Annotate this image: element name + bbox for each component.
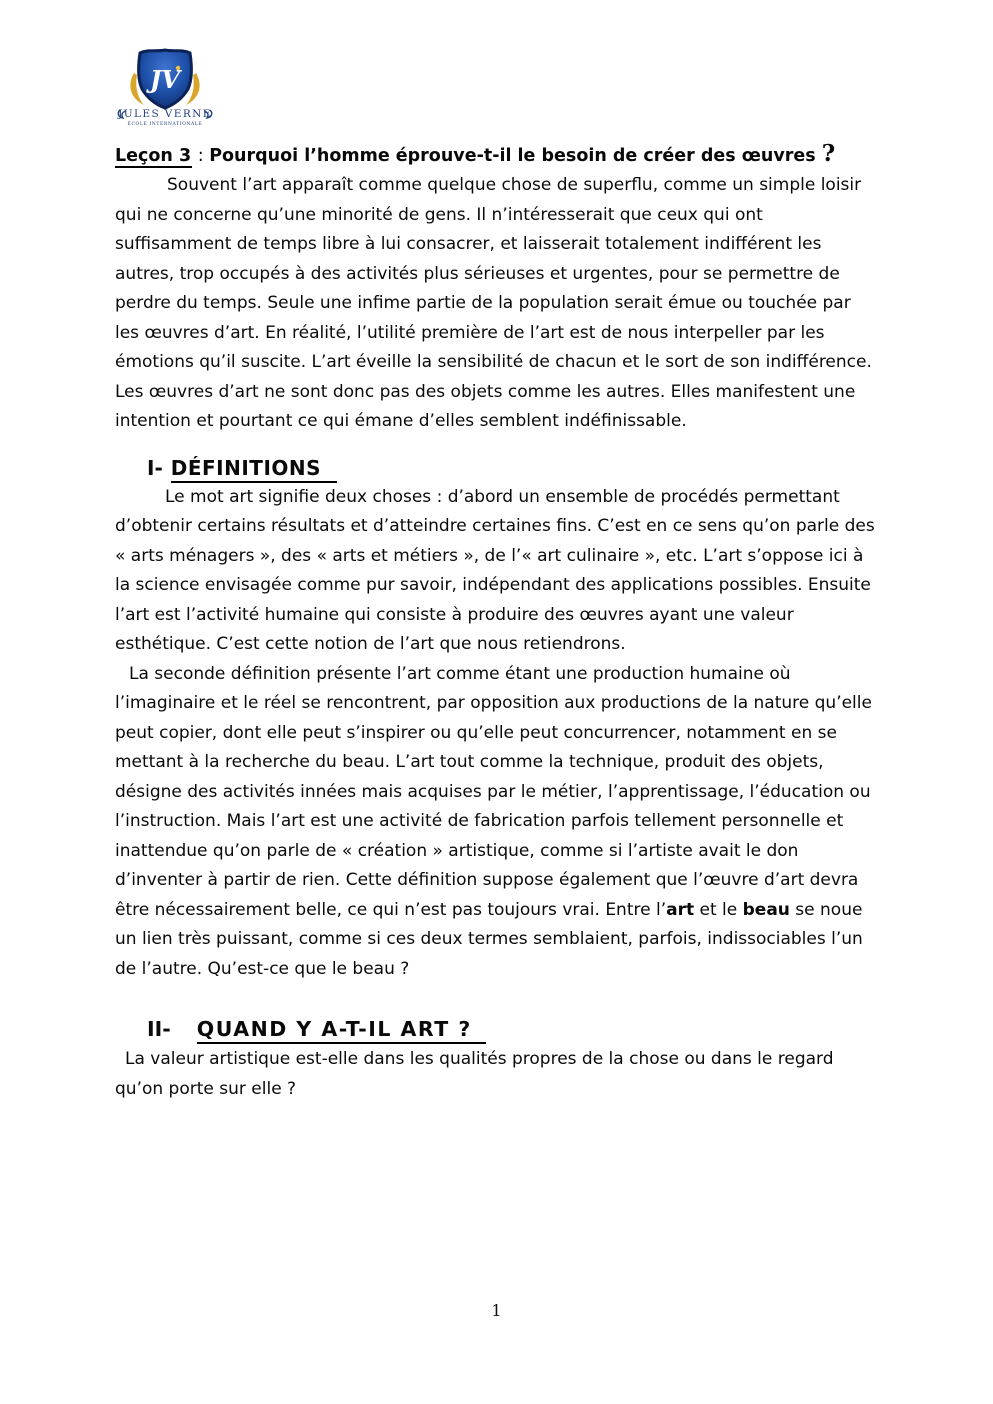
paragraph-text: et le	[694, 899, 743, 920]
bold-word-beau: beau	[742, 899, 790, 920]
title-separator: :	[192, 146, 210, 166]
section-2-heading-text: QUAND Y A-T-IL ART ?	[197, 1017, 486, 1044]
lesson-title	[115, 139, 878, 171]
bold-word-art: art	[666, 899, 695, 920]
section-2-paragraph: La valeur artistique est-elle dans les qualités propres de la chose ou dans le regard qu’on porte sur elle ?	[115, 1049, 834, 1099]
definitions-paragraph-1: Le mot art signifie deux choses : d’abord un ensemble de procédés permettant d’obtenir certains résultats et d’atteindre certaines fins. C’est en ce sens qu’on parle des « arts ménagers », des « arts et métiers », de l’« art culinaire », etc. L’art s’oppose ici à la science envisagée comme pur savoir, indépendant des applications possibles. Ensuite l’art est l’activité humaine qui consiste à produire des œuvres ayant une valeur esthétique. C’est cette notion de l’art que nous retiendrons.	[115, 486, 875, 654]
lesson-label: Leçon 3	[115, 146, 192, 166]
jv-monogram: JV	[150, 65, 180, 94]
school-logo	[117, 47, 878, 131]
page-number: 1	[491, 1301, 502, 1320]
section-1-heading	[147, 453, 878, 483]
title-text: Pourquoi l’homme éprouve-t-il le besoin de créer des œuvres	[209, 146, 822, 166]
paragraph-text: se noue un lien très puissant, comme si ces deux termes semblaient, parfois, indissociables l’un de l’autre. Qu’est-ce que le beau ?	[115, 899, 863, 979]
section-2-heading	[147, 1014, 878, 1045]
section-1-number: I-	[147, 455, 163, 480]
section-1-heading-text: DÉFINITIONS	[171, 456, 337, 483]
school-subtitle: ÉCOLE INTERNATIONALE	[127, 122, 203, 127]
intro-paragraph: Souvent l’art apparaît comme quelque chose de superflu, comme un simple loisir qui ne concerne qu’une minorité de gens. Il n’intéresserait que ceux qui ont suffisamment de temps libre à lui consacrer, et laisserait totalement indifférent les autres, trop occupés à des activités plus sérieuses et urgentes, pour se permettre de perdre du temps. Seule une infime partie de la population serait émue ou touchée par les œuvres d’art. En réalité, l’utilité première de l’art est de nous interpeller par les émotions qu’il suscite. L’art éveille la sensibilité de chacun et le sort de son indifférence. Les œuvres d’art ne sont donc pas des objets comme les autres. Elles manifestent une intention et pourtant ce qui émane d’elles semblent indéfinissable.	[115, 175, 872, 431]
school-name: JULES VERNE	[118, 108, 212, 120]
definitions-paragraph-2	[115, 660, 878, 985]
paragraph-text: La seconde définition présente l’art comme étant une production humaine où l’imaginaire et le réel se rencontrent, par opposition aux productions de la nature qu’elle peut copier, dont elle peut s’inspirer ou qu’elle peut concurrencer, notamment en se mettant à la recherche du beau. L’art tout comme la technique, produit des objets, désigne des activités innées mais acquises par le métier, l’apprentissage, l’éducation ou l’instruction. Mais l’art est une activité de fabrication parfois tellement personnelle et inattendue qu’on parle de « création » artistique, comme si l’artiste avait le don d’inventer à partir de rien. Cette définition suppose également que l’œuvre d’art devra être nécessairement belle, ce qui n’est pas toujours vrai. Entre l’	[115, 663, 872, 920]
title-question-mark: ?	[821, 140, 836, 167]
section-2-number: II-	[147, 1017, 171, 1041]
shield-icon	[130, 50, 199, 108]
school-logo-graphic	[117, 47, 213, 127]
